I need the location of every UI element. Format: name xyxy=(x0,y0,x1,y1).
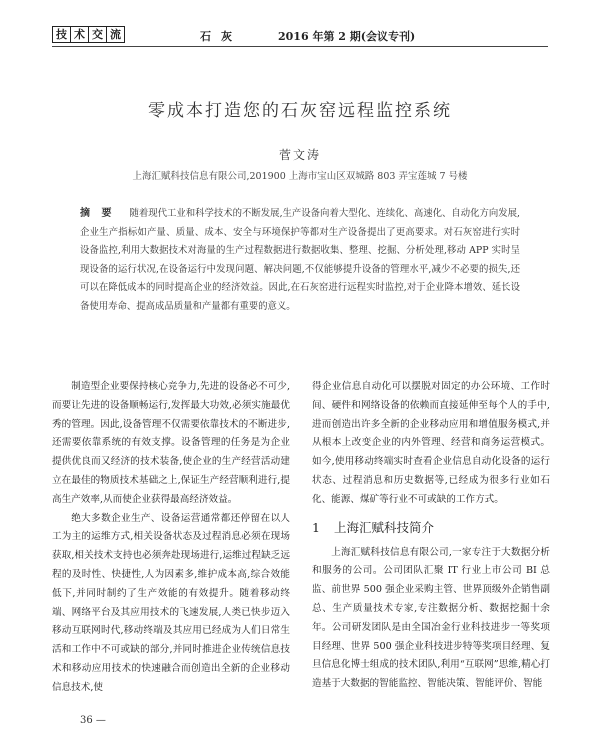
section-tag-char: 交 xyxy=(89,27,107,42)
section-tag-char: 流 xyxy=(110,28,121,41)
article-title: 零成本打造您的石灰窑远程监控系统 xyxy=(148,101,452,121)
header-rule xyxy=(52,46,548,47)
abstract xyxy=(80,205,520,316)
body-paragraph: 上海汇赋科技信息有限公司,一家专注于大数据分析和服务的公司。公司团队汇聚 IT 行业上市公司 BI 总监、前世界 500 强企业采购主管、世界顶级外企销售副总、生产质量技术专家,专注数据分析、数据挖掘十余年。公司研发团队是由全国冶金行业科技进步一等奖项目经理、世界 500 强企业科技进步特等奖项目经理、复旦信息化博士组成的技术团队,利用“互联网”思维,精心打造基于大数据的智能监控、智能决策、智能评价、智能 xyxy=(312,546,550,690)
section-tag-char: 技 xyxy=(53,27,71,42)
abstract-label: 摘 要 xyxy=(80,208,116,219)
section-title: 上海汇赋科技简介 xyxy=(333,519,434,535)
section-tag xyxy=(52,26,125,43)
section-tag-char: 术 xyxy=(71,27,89,42)
page-number: 36 — xyxy=(80,715,106,726)
body-paragraph: 得企业信息自动化可以摆脱对固定的办公环境、工作时间、硬件和网络设备的依赖而直接延伸至每个人的手中,进而创造出许多全新的企业移动应用和增值服务模式,并从根本上改变企业的内外管理、经营和商务运营模式。如今,使用移动终端实时查看企业信息自动化设备的运行状态、过程消息和历史数据等,已经成为很多行业如石化、能源、煤矿等行业不可或缺的工作方式。 xyxy=(312,381,550,505)
journal-name: 石灰 xyxy=(200,30,242,43)
body-paragraph: 绝大多数企业生产、设备运营通常都还停留在以人工为主的运维方式,相关设备状态及过程消息必须在现场获取,相关技术支持也必须奔赴现场进行,运维过程缺乏远程的及时性、快捷性,人为因素多,维护成本高,综合效能低下,并同时制约了生产效能的有效提升。随着移动终端、网络平台及其应用技术的飞速发展,人类已快步迈入移动互联网时代,移动终端及其应用已经成为人们日常生活和工作中不可或缺的部分,并同时推进企业传统信息技术和移动应用技术的快速融合而创造出全新的企业移动信息技术,使 xyxy=(52,512,290,693)
issue-info: 2016 年第 2 期(会议专刊) xyxy=(278,30,416,43)
body-paragraph: 制造型企业要保持核心竞争力,先进的设备必不可少,而要让先进的设备顺畅运行,发挥最大功效,必须实施最优秀的管理。因此,设备管理不仅需要依靠技术的不断进步,还需要依靠系统的有效支撑。设备管理的任务是为企业提供优良而又经济的技术装备,使企业的生产经营活动建立在最佳的物质技术基础之上,保证生产经营顺利进行,提高生产效率,从而使企业获得最高经济效益。 xyxy=(52,381,290,505)
page-header xyxy=(52,26,548,44)
abstract-text: 随着现代工业和科学技术的不断发展,生产设备向着大型化、连续化、高速化、自动化方向发展,企业生产指标如产量、质量、成本、安全与环境保护等都对生产设备提出了更高要求。对石灰窑进行实时设备监控,利用大数据技术对海量的生产过程数据进行数据收集、整理、挖掘、分析处理,移动 APP 实时呈现设备的运行状况,在设备运行中发现问题、解决问题,不仅能够提升设备的管理水平,减少不必要的损失,还可以在降低成本的同时提高企业的经济效益。因此,在石灰窑进行远程实时监控,对于企业降本增效、延长设备使用寿命、提高成品质量和产量都有重要的意义。 xyxy=(80,208,520,312)
section-number: 1 xyxy=(312,519,320,535)
section-heading xyxy=(312,518,550,538)
body-column-right xyxy=(312,378,550,694)
body-column-left xyxy=(52,378,290,698)
author: 菅文涛 xyxy=(278,148,321,162)
affiliation: 上海汇赋科技信息有限公司,201900 上海市宝山区双城路 803 弄宝莲城 7 号楼 xyxy=(132,171,468,182)
